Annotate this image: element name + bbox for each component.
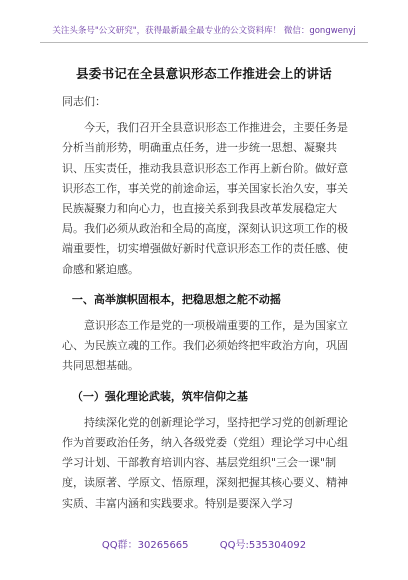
promo-header: 关注头条号"公文研究"，获得最新最全最专业的公文资料库！ 微信：gongwenyj — [52, 26, 356, 36]
section-1-paragraph: 意识形态工作是党的一项极端重要的工作，是为国家立心、为民族立魂的工作。我们必须始终把牢政治方向，巩固共同思想基础。 — [62, 319, 348, 373]
section-1-heading: 一、高举旗帜固根本，把稳思想之舵不动摇 — [71, 292, 281, 306]
qq-group-text: QQ群：30265665 — [101, 540, 189, 551]
contact-footer — [0, 536, 408, 551]
qq-number-text: QQ号:535304092 — [219, 540, 307, 551]
section-1-1-heading: （一）强化理论武装，筑牢信仰之基 — [71, 389, 248, 403]
header-divider — [40, 42, 368, 43]
intro-paragraph: 今天，我们召开全县意识形态工作推进会，主要任务是分析当前形势，明确重点任务，进一步统一思想、凝聚共识、压实责任，推动我县意识形态工作再上新台阶。做好意识形态工作，事关党的前途命运，事关国家长治久安，事关民族凝聚力和向心力，也直接关系到我县改革发展稳定大局。我们必须从政治和全局的高度，深刻认识这项工作的极端重要性，切实增强做好新时代意识形态工作的责任感、使命感和紧迫感。 — [62, 121, 348, 276]
document-title: 县委书记在全县意识形态工作推进会上的讲话 — [75, 66, 332, 81]
salutation: 同志们： — [62, 95, 106, 108]
section-1-1-paragraph: 持续深化党的创新理论学习，坚持把学习党的创新理论作为首要政治任务，纳入各级党委（党组）理论学习中心组学习计划、干部教育培训内容、基层党组织"三会一课"制度，读原著、学原文、悟原理，深刻把握其核心要义、精神实质、丰富内涵和实践要求。特别是要深入学习 — [62, 415, 348, 510]
document-body — [62, 88, 352, 514]
